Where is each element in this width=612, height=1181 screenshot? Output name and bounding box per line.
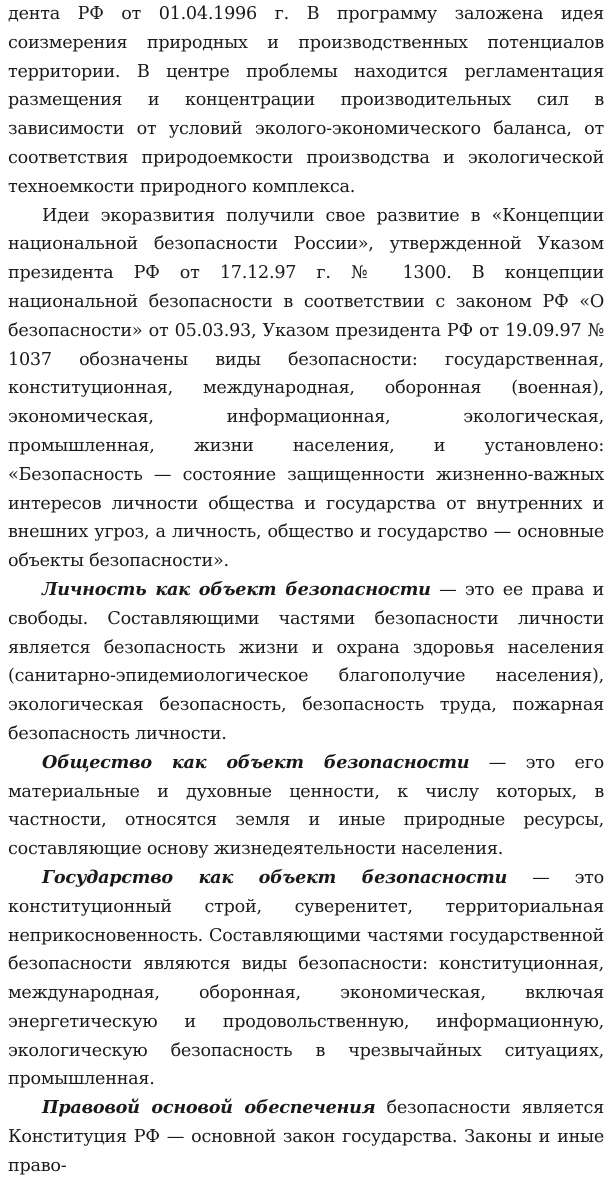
paragraph-4	[8, 749, 604, 864]
paragraph-6	[8, 1094, 604, 1180]
paragraph-2	[8, 202, 604, 576]
paragraph-6-lead: Правовой основой обеспечения	[42, 1097, 376, 1119]
paragraph-1-text: дента РФ от 01.04.1996 г. В программу заложена идея соизмерения природных и производственных потенциалов территории. В центре проблемы находится регламентация размещения и концентрации производительных сил в зависимости от условий эколого-экономического баланса, от соответствия природоемкости производства и экологической техноемкости природного комплекса.	[8, 4, 604, 197]
document-page	[8, 0, 604, 1181]
paragraph-5	[8, 864, 604, 1094]
paragraph-3-text: — это ее права и свободы. Составляющими частями безопасности личности является безопасность жизни и охрана здоровья населения (санитарно-эпидемиологическое благополучие населения), экологическая безопасность, безопасность труда, пожарная безопасность личности.	[8, 579, 604, 744]
paragraph-4-text: — это его материальные и духовные ценности, к числу которых, в частности, относятся земля и иные природные ресурсы, составляющие основу жизнедеятельности населения.	[8, 752, 604, 860]
paragraph-5-lead: Государство как объект безопасности	[42, 866, 508, 888]
paragraph-2-text: Идеи экоразвития получили свое развитие в «Концепции национальной безопасности России», утвержденной Указом президента РФ от 17.12.97 г. № 1300. В концепции национальной безопасности в соответствии с законом РФ «О безопасности» от 05.03.93, Указом президента РФ от 19.09.97 № 1037 обозначены виды безопасности: государственная, конституционная, международная, оборонная (военная), экономическая, информационная, экологическая, промышленная, жизни населения, и установлено: «Безопасность — состояние защищенности жизненно-важных интересов личности общества и государства от внутренних и внешних угроз, а личность, общество и государство — основные объекты безопасности».	[8, 205, 604, 572]
paragraph-6-text: безопасности является Конституция РФ — основной закон государства. Законы и иные право-	[8, 1098, 604, 1176]
paragraph-4-lead: Общество как объект безопасности	[42, 751, 470, 773]
paragraph-1	[8, 0, 604, 202]
paragraph-3-lead: Личность как объект безопасности	[42, 578, 431, 600]
paragraph-3	[8, 576, 604, 749]
paragraph-5-text: — это конституционный строй, суверенитет, территориальная неприкосновенность. Составляющими частями государственной безопасности являются виды безопасности: конституционная, международная, оборонная, экономическая, включая энергетическую и продовольственную, информационную, экологическую безопасность в чрезвычайных ситуациях, промышленная.	[8, 867, 605, 1090]
